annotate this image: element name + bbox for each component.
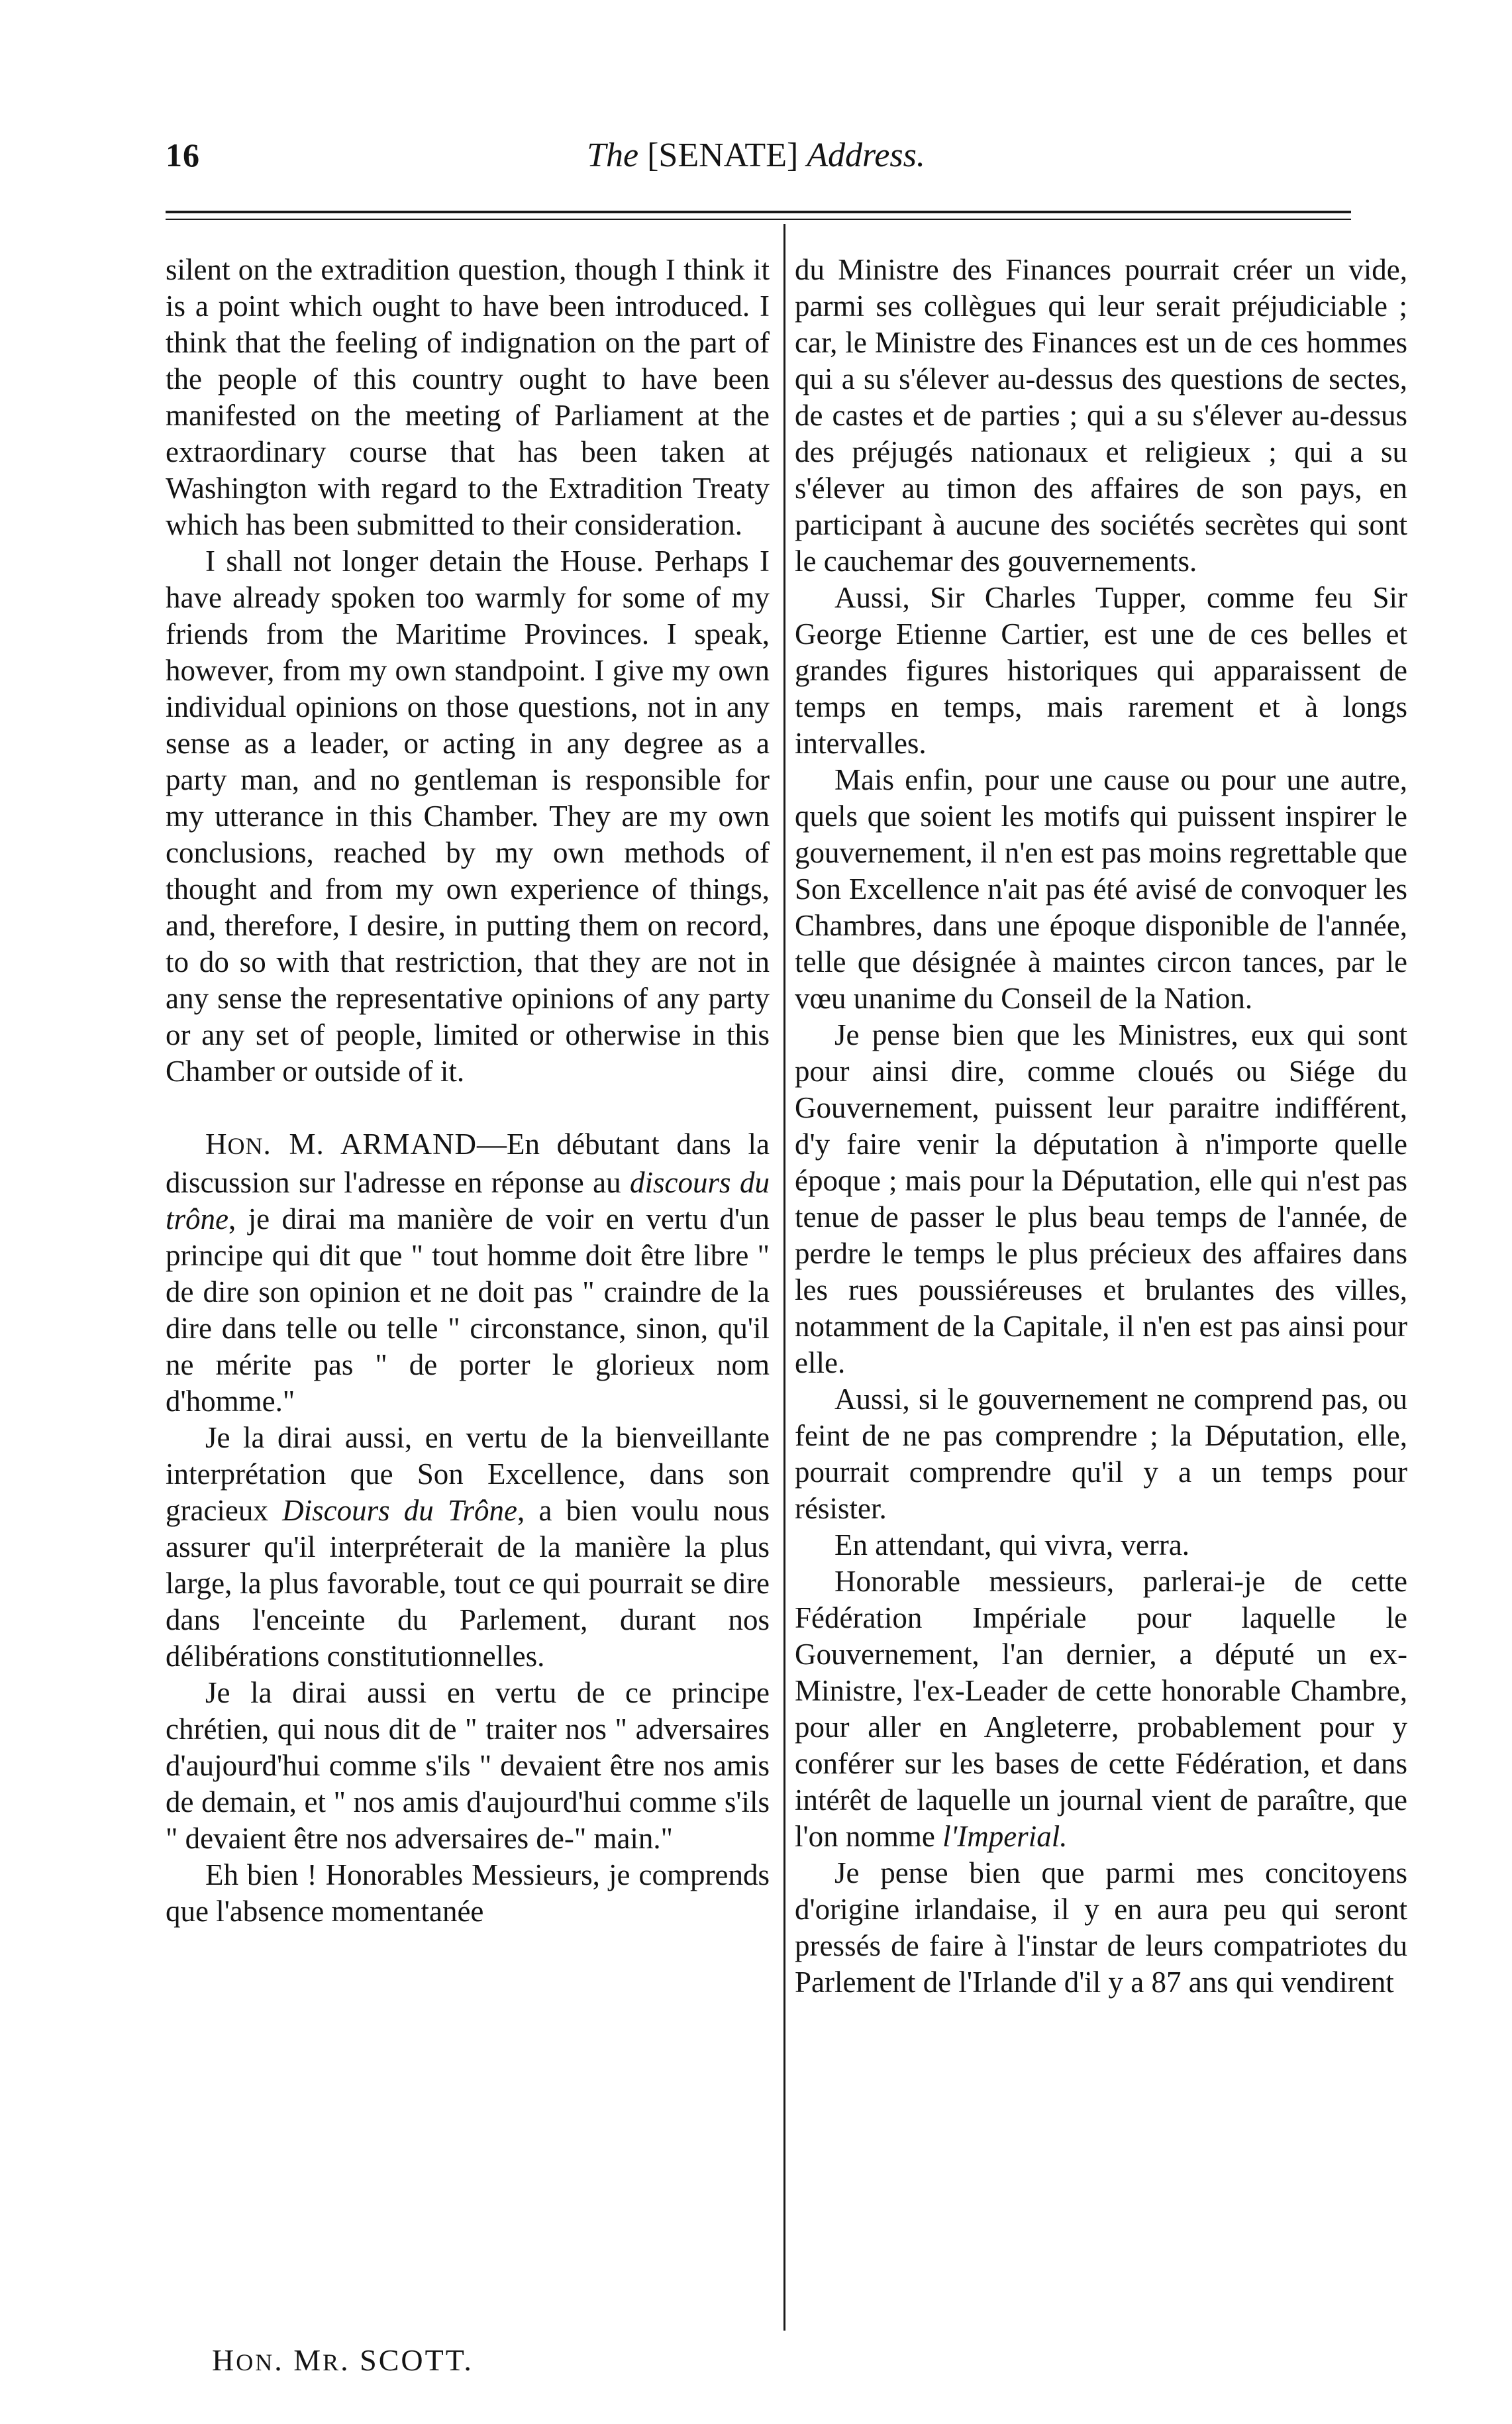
- right-paragraph-6: En attendant, qui vivra, verra.: [834, 1528, 1190, 1561]
- left-paragraph-2: I shall not longer detain the House. Perhaps I have already spoken too warmly for some of my friends from the Maritime Provinces. I speak, however, from my own standpoint. I give my own individual opinions on those questions, not in any sense as a leader, or acting in any degree as a party man, and no gentleman is responsible for my utterance in this Chamber. They are my own conclusions, reached by my own methods of thought and from my own experience of things, and, therefore, I desire, in putting them on record, to do so with that restriction, that they are not in any sense the representative opinions of any party or any set of people, limited or otherwise in this Chamber or outside of it.: [166, 545, 770, 1088]
- running-title: [0, 136, 1512, 175]
- left-paragraph-3: HON. M. ARMAND—En débutant dans la discussion sur l'adresse en réponse au discours du trône, je dirai ma manière de voir en vertu d'un principe qui dit que " tout homme doit être libre " de dire son opinion et ne doit pas " craindre de la dire dans telle ou telle " circonstance, sinon, qu'il ne mérite pas " de porter le glorieux nom d'homme.": [166, 1128, 770, 1418]
- right-paragraph-5: Aussi, si le gouvernement ne comprend pas, ou feint de ne pas comprendre ; la Députation, elle, pourrait comprendre qu'il y a un temps pour résister.: [795, 1383, 1407, 1525]
- italic-discours-du-trone: discours du trône: [166, 1166, 770, 1236]
- header-rule-thick: [166, 211, 1351, 213]
- right-paragraph-2: Aussi, Sir Charles Tupper, comme feu Sir George Etienne Cartier, est une de ces belles et grandes figures historiques qui apparaissent de temps en temps, mais rarement et à longs intervalles.: [795, 581, 1407, 760]
- left-paragraph-6: Eh bien ! Honorables Messieurs, je comprends que l'absence momentanée: [166, 1858, 770, 1928]
- header-rule-thin: [166, 219, 1351, 220]
- left-column: [166, 252, 770, 1930]
- right-paragraph-8: Je pense bien que parmi mes concitoyens d'origine irlandaise, il y en aura peu qui seront pressés de faire à l'instar de leurs compatriotes du Parlement de l'Irlande d'il y a 87 ans qui vendirent: [795, 1856, 1407, 1999]
- left-paragraph-5: Je la dirai aussi en vertu de ce principe chrétien, qui nous dit de " traiter nos " adversaires d'aujourd'hui comme s'ils " devaient être nos amis de demain, et " nos amis d'aujourd'hui comme s'ils " devaient être nos adversaires de-" main.": [166, 1676, 770, 1855]
- running-title-suffix: Address.: [807, 136, 925, 174]
- left-paragraph-4: Je la dirai aussi, en vertu de la bienveillante interprétation que Son Excellence, dans son gracieux Discours du Trône, a bien voulu nous assurer qu'il interpréterait de la manière la plus large, la plus favorable, tout ce qui pourrait se dire dans l'enceinte du Parlement, durant nos délibérations constitutionnelles.: [166, 1421, 770, 1673]
- right-paragraph-3: Mais enfin, pour une cause ou pour une autre, quels que soient les motifs qui puissent inspirer le gouvernement, il n'en est pas moins regrettable que Son Excellence n'ait pas été avisé de convoquer les Chambres, dans une époque disponible de l'année, telle que désignée à maintes circon tances, par le vœu unanime du Conseil de la Nation.: [795, 763, 1407, 1015]
- right-paragraph-7: Honorable messieurs, parlerai-je de cette Fédération Impériale pour laquelle le Gouvernement, l'an dernier, a député un ex-Ministre, l'ex-Leader de cette honorable Chambre, pour aller en Angleterre, probablement pour y conférer sur les bases de cette Fédération, et dans intérêt de laquelle un journal vient de paraître, que l'on nomme l'Imperial.: [795, 1565, 1407, 1853]
- right-column: [795, 252, 1407, 2001]
- left-paragraph-1: silent on the extradition question, though I think it is a point which ought to have been introduced. I think that the feeling of indignation on the part of the people of this country ought to have been manifested on the meeting of Parliament at the extraordinary course that has been taken at Washington with regard to the Extradition Treaty which has been submitted to their consideration.: [166, 253, 770, 541]
- right-paragraph-4: Je pense bien que les Ministres, eux qui sont pour ainsi dire, comme cloués ou Siége du Gouvernement, puissent leur paraitre indifférent, d'y faire venir la députation à n'importe quelle époque ; mais pour la Députation, elle qui n'est pas tenue de passer le plus beau temps de l'année, de perdre le temps le plus précieux des affaires dans les rues poussiéreuses et brulantes des villes, notamment de la Capitale, il n'en est pas ainsi pour elle.: [795, 1018, 1407, 1379]
- column-divider: [783, 224, 785, 2331]
- running-title-prefix: The: [587, 136, 639, 174]
- running-title-bracket: [SENATE]: [647, 136, 799, 174]
- speaker-name: HON. M. ARMAND: [205, 1128, 477, 1161]
- right-paragraph-1: du Ministre des Finances pourrait créer un vide, parmi ses collègues qui leur serait préjudiciable ; car, le Ministre des Finances est un de ces hommes qui a su s'élever au-dessus des questions de sectes, de castes et de parties ; qui a su s'élever au-dessus des préjugés nationaux et religieux ; qui a su s'élever au timon des affaires de son pays, en participant à aucune des sociétés secrètes qui sont le cauchemar des gouvernements.: [795, 253, 1407, 578]
- italic-discours-du-trone-2: Discours du Trône: [282, 1494, 518, 1527]
- footer-speaker-name: HON. MR. SCOTT.: [212, 2343, 474, 2377]
- page-number: 16: [166, 136, 200, 174]
- italic-imperial: l'Imperial.: [942, 1820, 1068, 1853]
